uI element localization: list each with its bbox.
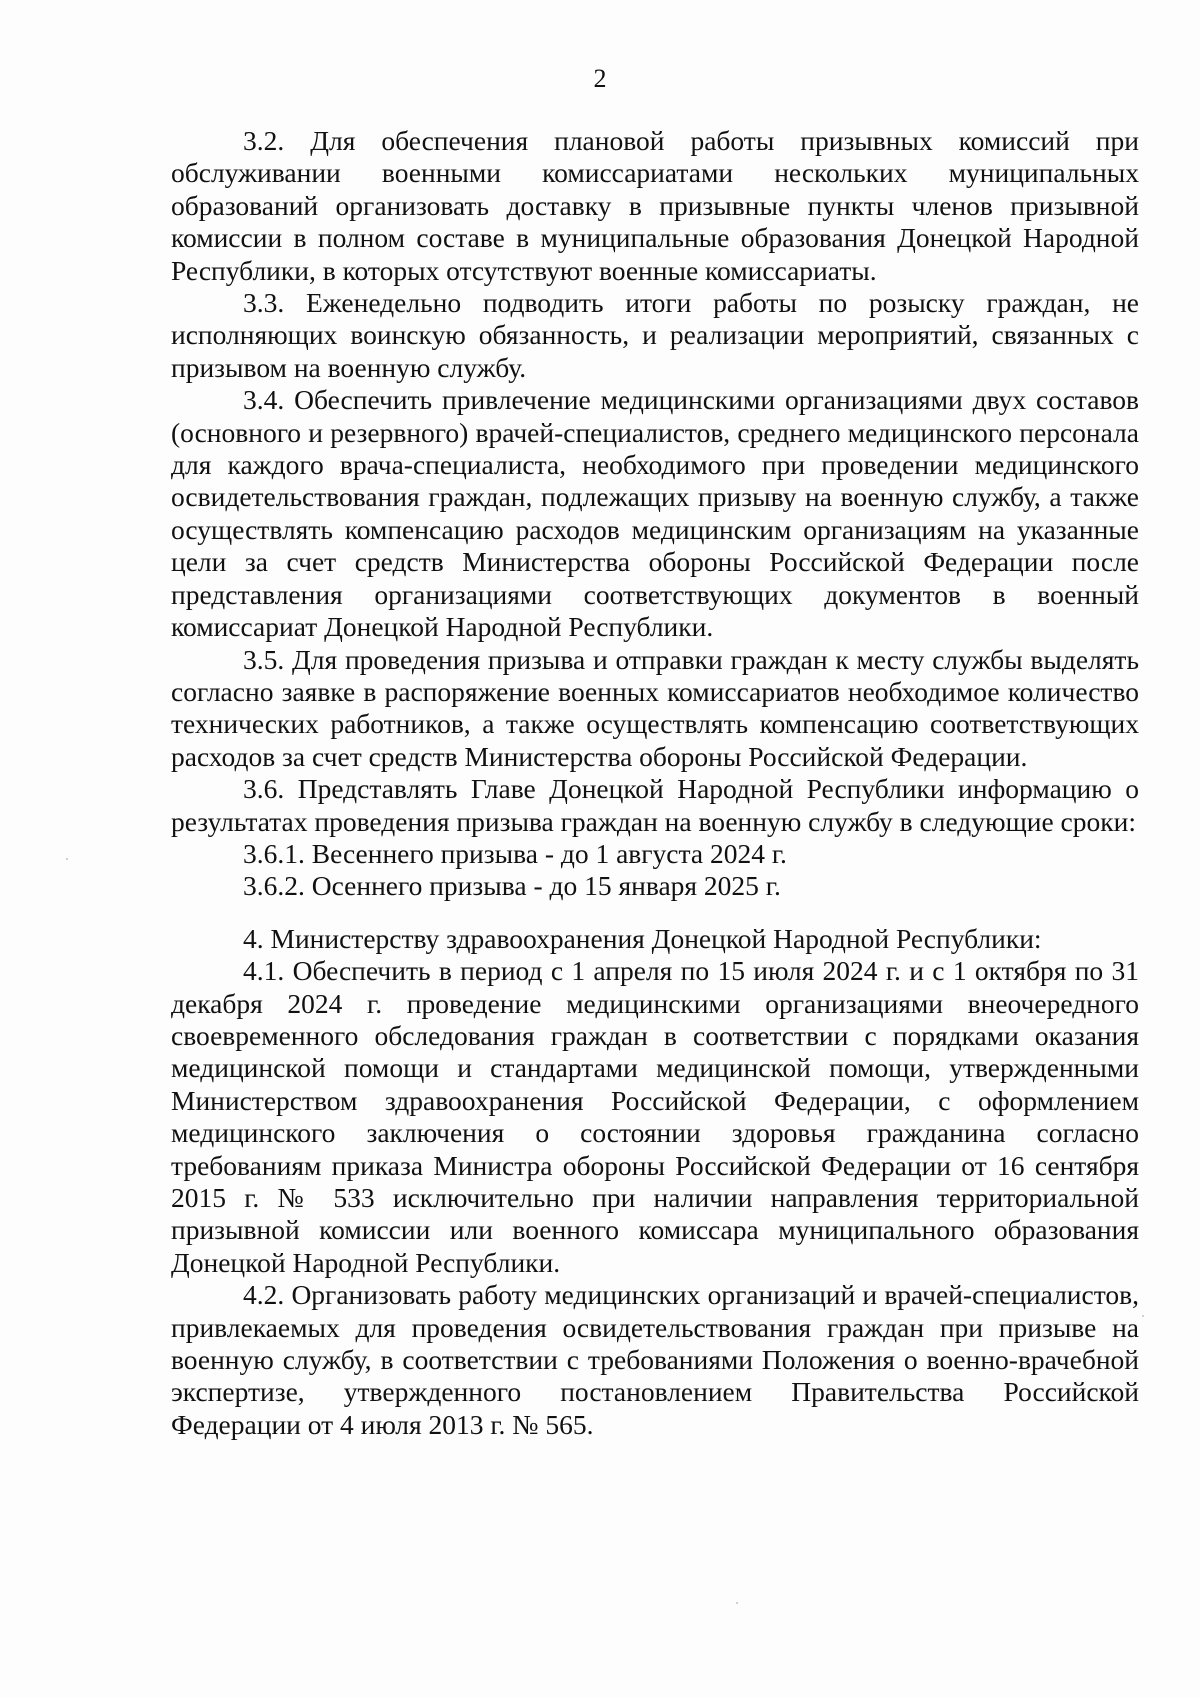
paragraph-3-5: 3.5. Для проведения призыва и отправки граждан к месту службы выделять согласно заявке в распоряжение военных комиссариатов необходимое количество технических работников, а также осуществлять компенсацию соответствующих расходов за счет средств Министерства обороны Российской Федерации.: [171, 643, 1139, 772]
paragraph-4-2: 4.2. Организовать работу медицинских организаций и врачей-специалистов, привлекаемых для проведения освидетельствования граждан при призыве на военную службу, в соответствии с требованиями Положения о военно-врачебной экспертизе, утвержденного постановлением Правительства Российской Федерации от 4 июля 2013 г. № 565.: [171, 1279, 1139, 1440]
document-body: [171, 125, 1139, 1441]
section-heading-4: 4. Министерству здравоохранения Донецкой Народной Республики:: [243, 922, 1042, 954]
scan-speck: [736, 1602, 738, 1604]
scan-speck: [1142, 1315, 1144, 1317]
paragraph-3-3: 3.3. Еженедельно подводить итоги работы по розыску граждан, не исполняющих воинскую обязанность, и реализации мероприятий, связанных с призывом на военную службу.: [171, 287, 1139, 383]
paragraph-3-6-1: 3.6.1. Весеннего призыва - до 1 августа 2024 г.: [243, 837, 787, 869]
page-number: 2: [593, 64, 607, 93]
paragraph-3-4: 3.4. Обеспечить привлечение медицинскими организациями двух составов (основного и резервного) врачей-специалистов, среднего медицинского персонала для каждого врача-специалиста, необходимого при проведении медицинского освидетельствования граждан, подлежащих призыву на военную службу, а также осуществлять компенсацию расходов медицинским организациям на указанные цели за счет средств Министерства обороны Российской Федерации после представления организациями соответствующих документов в военный комиссариат Донецкой Народной Республики.: [171, 384, 1139, 643]
paragraph-3-6: 3.6. Представлять Главе Донецкой Народной Республики информацию о результатах проведения призыва граждан на военную службу в следующие сроки:: [171, 773, 1139, 837]
paragraph-4-1: 4.1. Обеспечить в период с 1 апреля по 15 июля 2024 г. и с 1 октября по 31 декабря 2024 г. проведение медицинскими организациями внеочередного своевременного обследования граждан в соответствии с порядками оказания медицинской помощи и стандартами медицинской помощи, утвержденными Министерством здравоохранения Российской Федерации, с оформлением медицинского заключения о состоянии здоровья гражданина согласно требованиям приказа Министра обороны Российской Федерации от 16 сентября 2015 г. № 533 исключительно при наличии направления территориальной призывной комиссии или военного комиссара муниципального образования Донецкой Народной Республики.: [171, 955, 1139, 1278]
paragraph-3-2: 3.2. Для обеспечения плановой работы призывных комиссий при обслуживании военными комиссариатами нескольких муниципальных образований организовать доставку в призывные пункты членов призывной комиссии в полном составе в муниципальные образования Донецкой Народной Республики, в которых отсутствуют военные комиссариаты.: [171, 125, 1139, 286]
paragraph-3-6-2: 3.6.2. Осеннего призыва - до 15 января 2025 г.: [243, 870, 781, 902]
scan-speck: [66, 858, 68, 860]
